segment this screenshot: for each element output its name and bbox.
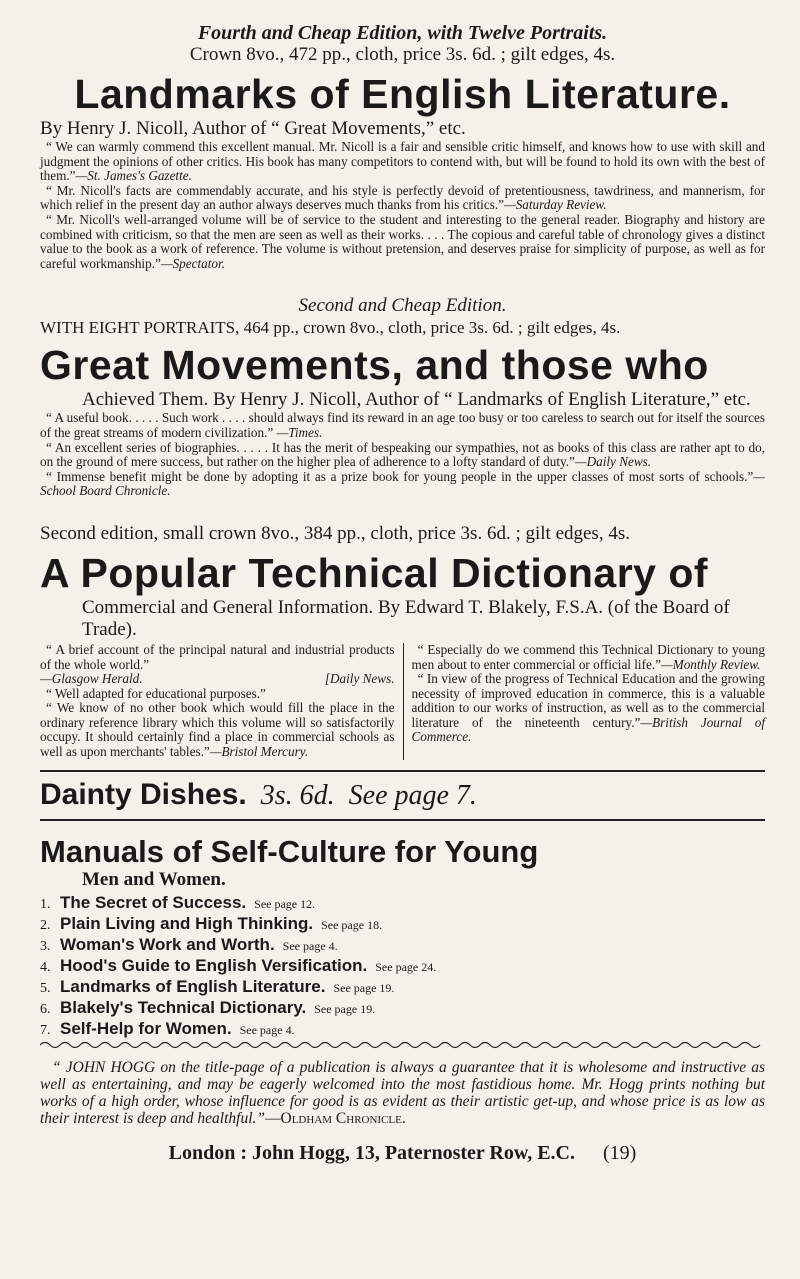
landmarks-review [40,184,765,213]
wavy-rule [40,1040,765,1050]
dictionary-reviews [40,643,765,760]
movements-byline: Achieved Them. By Henry J. Nicoll, Author of “ Landmarks of English Literature,” etc. [82,389,751,411]
technical-dictionary-advert [40,523,765,760]
great-movements-advert [40,295,765,499]
movements-title: Great Movements, and those who [40,342,709,389]
item-title: Woman's Work and Worth. [60,934,275,954]
manuals-subtitle: Men and Women. [82,868,226,890]
testimonial-source: —Oldham Chronicle. [265,1110,406,1128]
review-text: “ A brief account of the principal natural and industrial products of the whole world.” [40,641,395,672]
manuals-advert [40,835,765,1040]
review-text: “ In view of the progress of Technical Education and the growing necessity of improved education in commerce, this is a valuable addition to our works of instruction, as well as to the commercial literature of the nineteenth century.” [411,671,765,730]
item-page: See page 18. [321,917,383,932]
review-source: —St. James's Gazette. [75,168,192,184]
review-text: “ Especially do we commend this Technical Dictionary to young men about to enter commercial or official life.” [411,641,765,672]
landmarks-advert [40,22,765,271]
dictionary-details: Second edition, small crown 8vo., 384 pp., cloth, price 3s. 6d. ; gilt edges, 4s. [40,522,630,544]
dainty-title: Dainty Dishes. [40,777,247,811]
dictionary-review [40,701,395,759]
dictionary-review [40,643,395,687]
movements-review [40,470,765,499]
item-number: 4. [40,959,51,975]
hogg-testimonial [40,1059,765,1128]
spacer [40,499,765,523]
dictionary-review [412,672,766,745]
list-item [40,935,765,956]
item-number: 6. [40,1001,51,1017]
item-page: See page 19. [314,1001,376,1016]
list-item [40,956,765,977]
dictionary-title: A Popular Technical Dictionary of [40,549,709,596]
landmarks-edition: Fourth and Cheap Edition, with Twelve Portraits. [197,22,608,44]
item-page: See page 4. [239,1022,295,1037]
item-number: 1. [40,896,51,912]
item-title: Plain Living and High Thinking. [60,913,314,933]
dainty-price: 3s. 6d. [260,779,335,811]
item-title: Landmarks of English Literature. [60,976,326,996]
review-source: —Times. [276,424,323,440]
list-item [40,1019,765,1040]
review-text: “ A useful book. . . . . Such work . . . . should always find its reward in an age too busy or too careless to search out for itself the sources of the great streams of modern civilization.” [40,410,765,440]
review-source: [Daily News. [324,671,395,687]
item-page: See page 19. [333,980,395,995]
landmarks-details: Crown 8vo., 472 pp., cloth, price 3s. 6d. ; gilt edges, 4s. [189,44,616,65]
review-source: —Saturday Review. [503,197,607,213]
landmarks-review [40,213,765,271]
list-item [40,914,765,935]
dictionary-reviews-right [403,643,766,760]
landmarks-review [40,140,765,184]
advertisement-page [40,22,765,1165]
list-item [40,998,765,1019]
list-item [40,893,765,914]
movements-edition: Second and Cheap Edition. [298,295,507,317]
review-source: —Daily News. [574,454,652,470]
movements-details: WITH EIGHT PORTRAITS, 464 pp., crown 8vo., cloth, price 3s. 6d. ; gilt edges, 4s. [40,318,621,338]
review-source: —School Board Chronicle. [40,468,765,499]
list-item [40,977,765,998]
review-source: —Glasgow Herald. [40,671,143,687]
landmarks-title: Landmarks of English Literature. [74,71,731,117]
review-source: —British Journal of Commerce. [411,714,765,745]
review-text: “ We can warmly commend this excellent manual. Mr. Nicoll is a fair and sensible critic himself, and knows how to use with skill and judgment the opinions of other critics. His book has many competitors to contend with, but will be found to hold its own with the best of them.” [40,139,765,184]
spacer [40,271,765,295]
item-number: 3. [40,938,51,954]
review-source: —Monthly Review. [660,656,761,672]
item-page: See page 24. [375,959,437,974]
dictionary-reviews-left [40,643,403,760]
item-number: 5. [40,980,51,996]
dictionary-byline: Commercial and General Information. By Edward T. Blakely, F.S.A. (of the Board of Trade). [82,596,730,640]
page-footer [40,1141,765,1165]
item-title: The Secret of Success. [60,892,247,912]
item-page: See page 12. [254,896,316,911]
landmarks-byline: By Henry J. Nicoll, Author of “ Great Movements,” etc. [40,118,466,139]
publisher-imprint: London : John Hogg, 13, Paternoster Row, E.C. [168,1142,575,1165]
movements-review [40,441,765,470]
review-text: “ Well adapted for educational purposes.” [46,685,266,701]
review-text: “ An excellent series of biographies. . . . . It has the merit of bespeaking our sympathies, not as books of this class are rather apt to do, on the ground of mere success, but rather on the higher plea of adherence to a lofty standard of duty.” [40,439,765,470]
item-title: Self-Help for Women. [60,1018,232,1038]
review-text: “ We know of no other book which would fill the place in the ordinary reference library which this volume will so satisfactorily occupy. It should certainly find a place in commercial schools as well as upon merchants' tables.” [40,700,395,760]
item-title: Hood's Guide to English Versification. [60,955,368,975]
divider [40,770,765,772]
manuals-title: Manuals of Self-Culture for Young [40,833,539,869]
item-page: See page 4. [282,938,338,953]
dainty-dishes-line [40,778,765,813]
item-number: 7. [40,1022,51,1038]
item-title: Blakely's Technical Dictionary. [60,997,307,1017]
review-source: —Spectator. [160,255,225,271]
movements-review [40,411,765,440]
divider [40,819,765,821]
review-source: —Bristol Mercury. [209,744,309,760]
review-text: “ Mr. Nicoll's well-arranged volume will be of service to the student and interesting to the general reader. Biography and history are combined with criticism, so that the men are seen as well as their works. . . . The copious and careful table of chronology gives a distinct value to the book as a work of reference. The volume is without pretension, and deserves praise for simplicity of purpose, as well as for careful workmanship.” [40,211,765,271]
manuals-list [40,893,765,1040]
review-text: “ Mr. Nicoll's facts are commendably accurate, and his style is perfectly devoid of pretentiousness, tawdriness, and mannerism, for which relief in the present day an author always deserves much thanks from his critics.” [40,182,765,213]
page-number: (19) [603,1142,637,1165]
review-text: “ Immense benefit might be done by adopting it as a prize book for young people in the upper classes of most sorts of schools.” [46,468,754,484]
dictionary-review [40,687,395,702]
dictionary-review [412,643,766,672]
item-number: 2. [40,917,51,933]
testimonial-text: “ JOHN HOGG on the title-page of a publication is always a guarantee that it is wholesome and instructive as well as entertaining, and may be eagerly welcomed into the most fastidious home. Mr. Hogg prints nothing but works of a high order, whose influence for good is as evident as their artistic get-up, and whose price is as low as their interest is deep and healthful.” [40,1058,765,1128]
dainty-see-page: See page 7. [348,779,477,811]
